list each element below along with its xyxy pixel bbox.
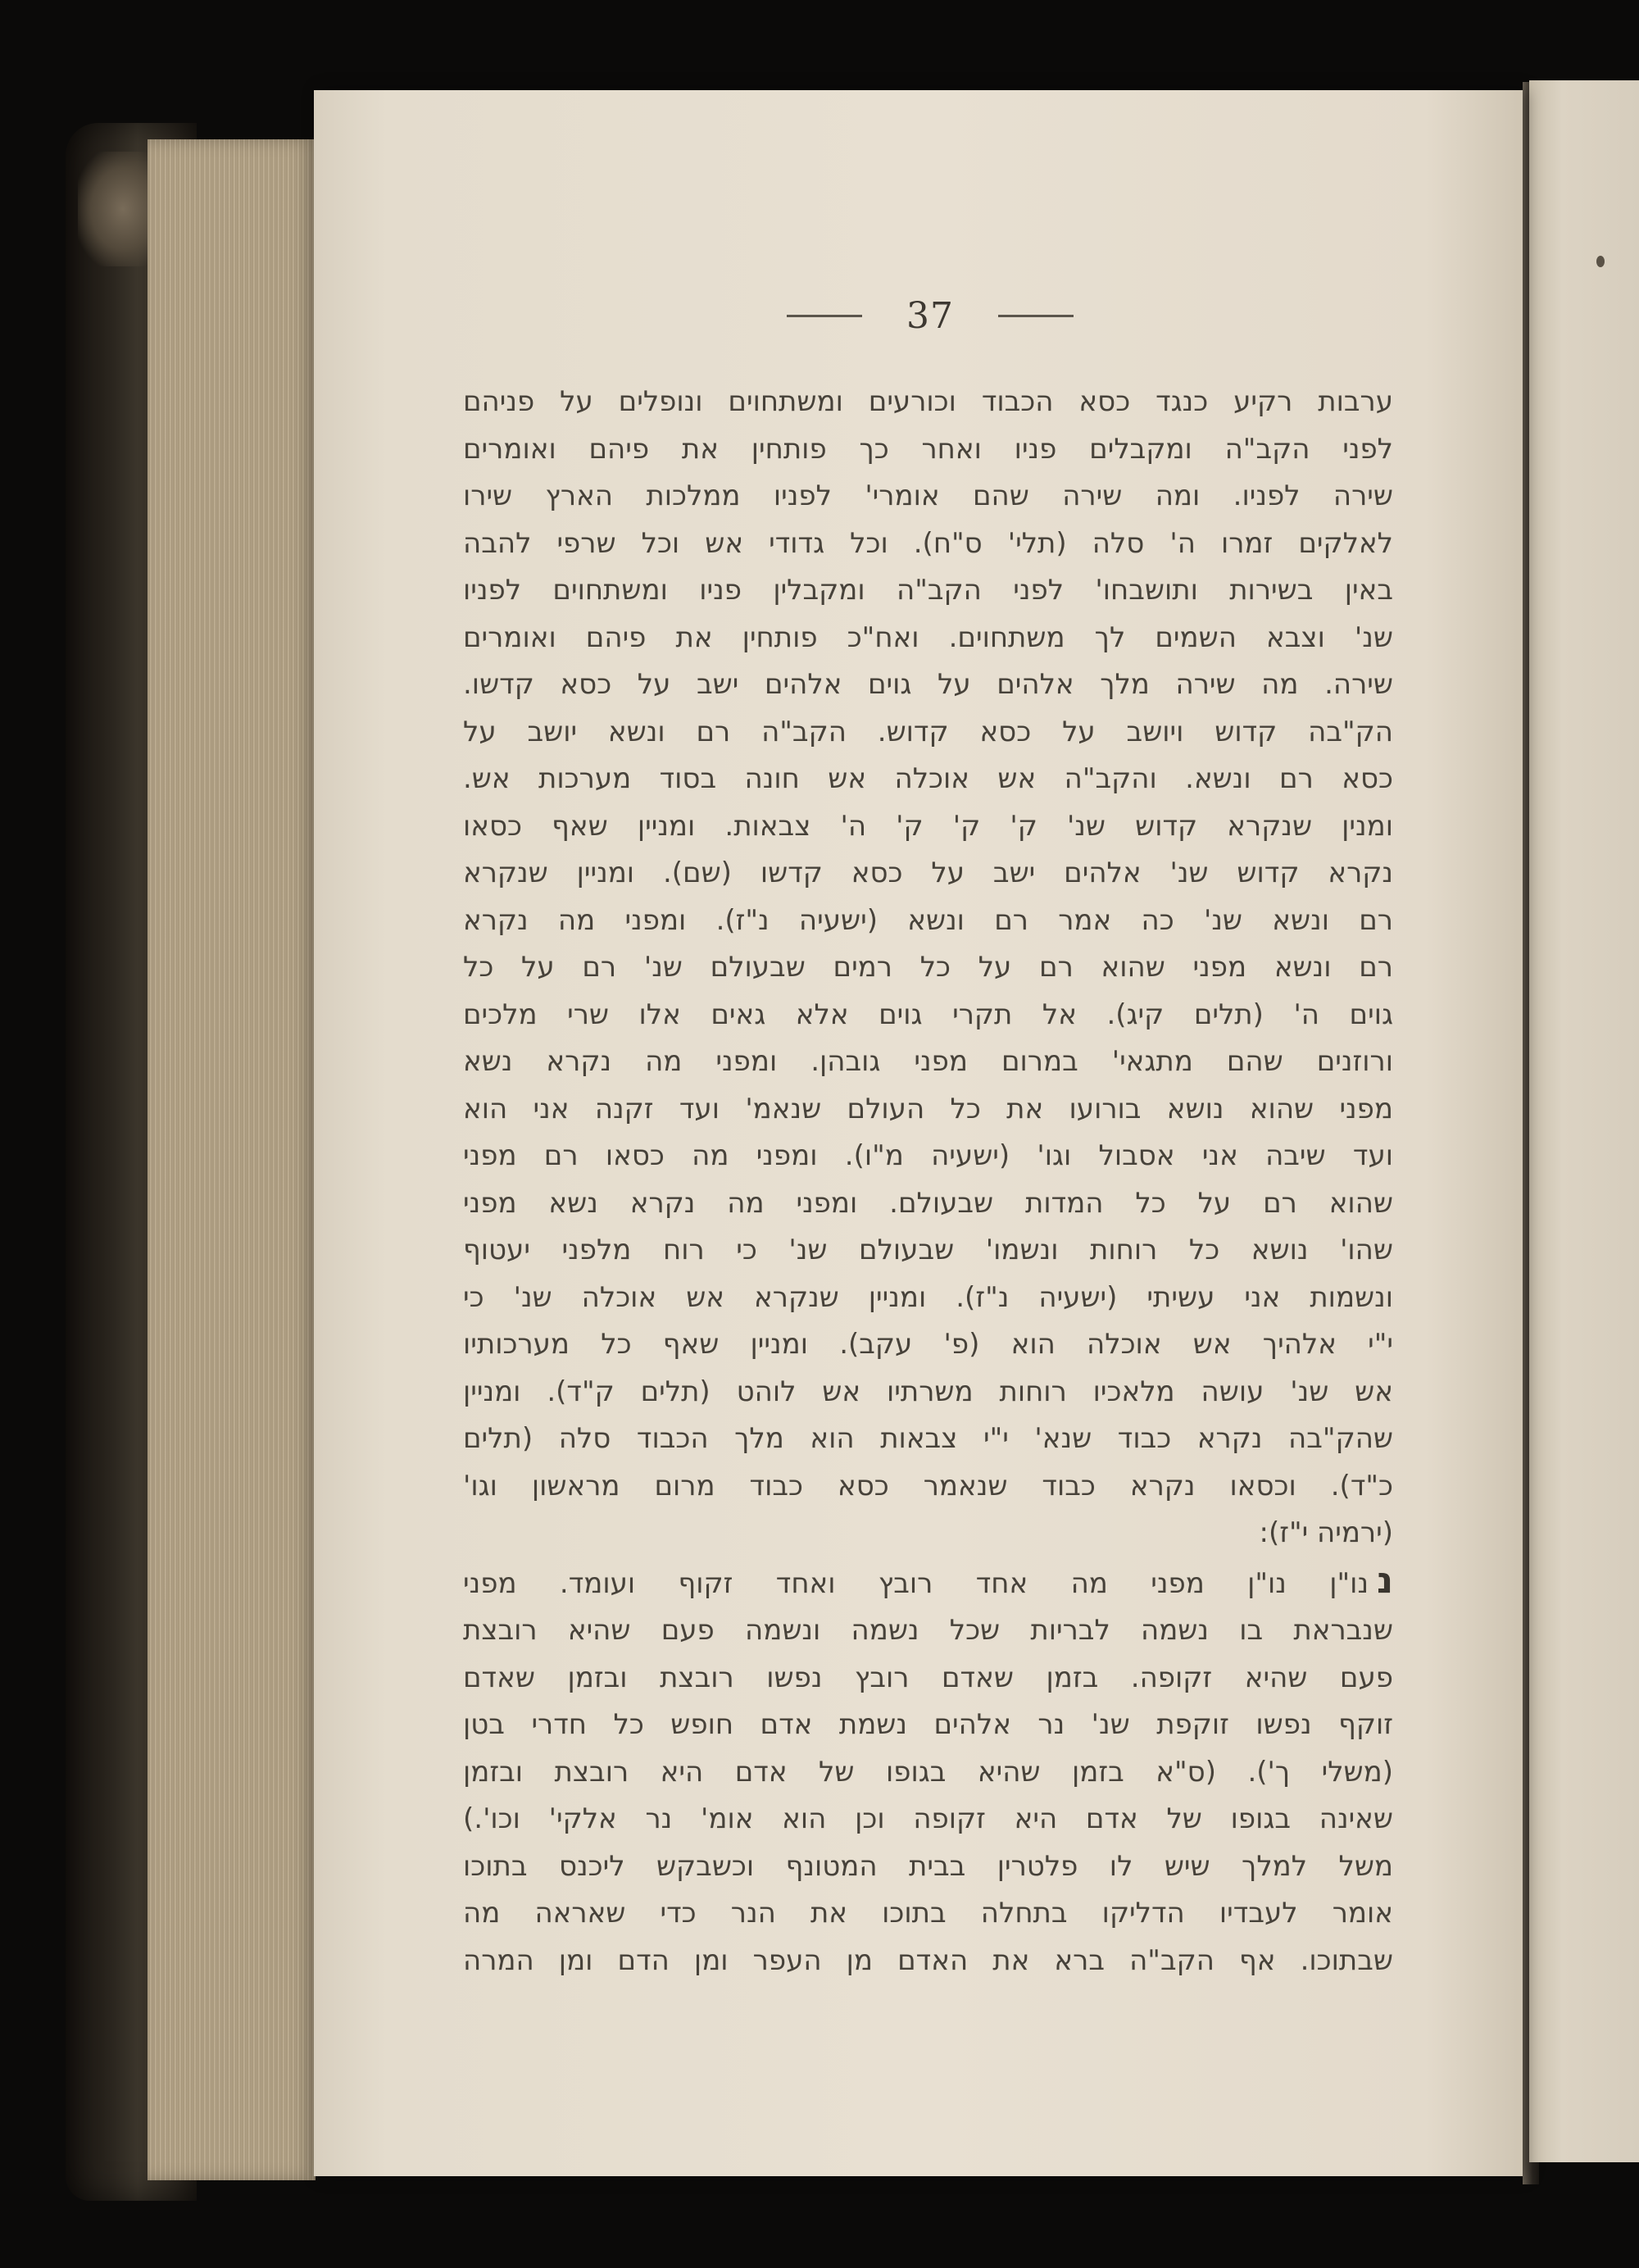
text-line: ערבות רקיע כנגד כסא הכבוד וכורעים ומשתחוים ונופלים על פניהם [463,385,1393,418]
paragraph-2-opening-line [463,1557,1393,1608]
text-line: (ירמיה י"ז): [1259,1516,1393,1549]
text-line: שאינה בגופו של אדם היא זקופה וכן הוא אומ' נר אלקי' וכו'.) [463,1802,1393,1835]
text-line: ורוזנים שהם מתגאי' במרום מפני גובהן. ומפני מה נקרא נשא [463,1045,1393,1078]
drop-initial-letter: נ [1377,1559,1393,1602]
text-line: ועד שיבה אני אסבול וגו' (ישעיה מ"ו). ומפני מה כסאו רם מפני [463,1139,1393,1172]
text-line: פעם שהיא זקופה. בזמן שאדם רובץ נפשו רובצת ובזמן שאדם [463,1661,1393,1694]
page-smudge [1596,256,1605,267]
text-line: אש שנ' עושה מלאכיו רוחות משרתיו אש לוהט (תלים ק"ד). ומניין [463,1375,1393,1408]
text-line: שנבראת בו נשמה לבריות שכל נשמה ונשמה פעם שהיא רובצת [463,1614,1393,1647]
text-line: שירה. מה שירה מלך אלהים על גוים אלהים ישב על כסא קדשו. [463,668,1393,701]
text-line: כ"ד). וכסאו נקרא כבוד שנאמר כסא כבוד מרום מראשון וגו' [463,1469,1393,1502]
text-line: שהק"בה נקרא כבוד שנא' י"י צבאות הוא מלך הכבוד סלה (תלים [463,1422,1393,1455]
header-rule-left [787,315,862,317]
paragraph-2 [463,1557,1393,1985]
header-rule-right [998,315,1074,317]
text-line: רם ונשא שנ' כה אמר רם ונשא (ישעיה נ"ז). ומפני מה נקרא [463,903,1393,937]
text-line: מפני שהוא נושא בורועו את כל העולם שנאמ' ועד זקנה אני הוא [463,1092,1393,1125]
text-line: משל למלך שיש לו פלטרין בבית המטונף וכשבקש ליכנס בתוכו [463,1849,1393,1883]
page-body-text [463,379,1393,1984]
text-line: רם ונשא מפני שהוא רם על כל רמים שבעולם שנ' רם על כל [463,951,1393,984]
page-header [787,291,1074,340]
text-line: הק"בה קדוש ויושב על כסא קדוש. הקב"ה רם ונשא יושב על [463,715,1393,748]
text-line: באין בשירות ותושבחו' לפני הקב"ה ומקבלין פניו ומשתחוים לפניו [463,574,1393,607]
text-line: זוקף נפשו זוקפת שנ' נר אלהים נשמת אדם חופש כל חדרי בטן [463,1708,1393,1741]
text-line: לאלקים זמרו ה' סלה (תלי' ס"ח). וכל גדודי אש וכל שרפי להבה [463,526,1393,560]
paragraph-1 [463,379,1393,1557]
text-line: לפני הקב"ה ומקבלים פניו ואחר כך פותחין את פיהם ואומרים [463,432,1393,466]
text-line: שבתוכו. אף הקב"ה ברא את האדם מן העפר ומן הדם ומן המרה [463,1943,1393,1977]
facing-page [1529,80,1639,2162]
text-line: ונשמות אני עשיתי (ישעיה נ"ז). ומניין שנקרא אש אוכלה שנ' כי [463,1280,1393,1314]
page-number: 37 [906,294,954,337]
text-line: שנ' וצבא השמים לך משתחוים. ואח"כ פותחין את פיהם ואומרים [463,620,1393,654]
text-line: שירה לפניו. ומה שירה שהם אומרי' לפניו ממלכות הארץ שירו [463,480,1393,512]
text-line: גוים ה' (תלים קיג). אל תקרי גוים אלא גאים אלו שרי מלכים [463,998,1393,1031]
text-line: י"י אלהיך אש אוכלה הוא (פ' עקב). ומניין שאף כל מערכותיו [463,1328,1393,1361]
text-line: ומנין שנקרא קדוש שנ' ק' ק' ק' ה' צבאות. ומניין שאף כסאו [463,809,1393,843]
page-edges [148,139,316,2180]
text-line: שהוא רם על כל המדות שבעולם. ומפני מה נקרא נשא מפני [463,1186,1393,1220]
text-line: שהו' נושא כל רוחות ונשמו' שבעולם שנ' כי רוח מלפני יעטוף [463,1234,1393,1266]
text-line: נו"ן נו"ן מפני מה אחד רובץ ואחד זקוף ועומד. מפני [463,1566,1369,1600]
text-line: אומר לעבדיו הדליקו בתחלה בתוכו את הנר כדי שאראה מה [463,1897,1393,1929]
text-line: (משלי ך'). (ס"א בזמן שהיא בגופו של אדם היא רובצת ובזמן [463,1755,1393,1788]
text-line: כסא רם ונשא. והקב"ה אש אוכלה אש חונה בסוד מערכות אש. [463,762,1393,795]
text-line: נקרא קדוש שנ' אלהים ישב על כסא קדשו (שם). ומניין שנקרא [463,857,1393,889]
